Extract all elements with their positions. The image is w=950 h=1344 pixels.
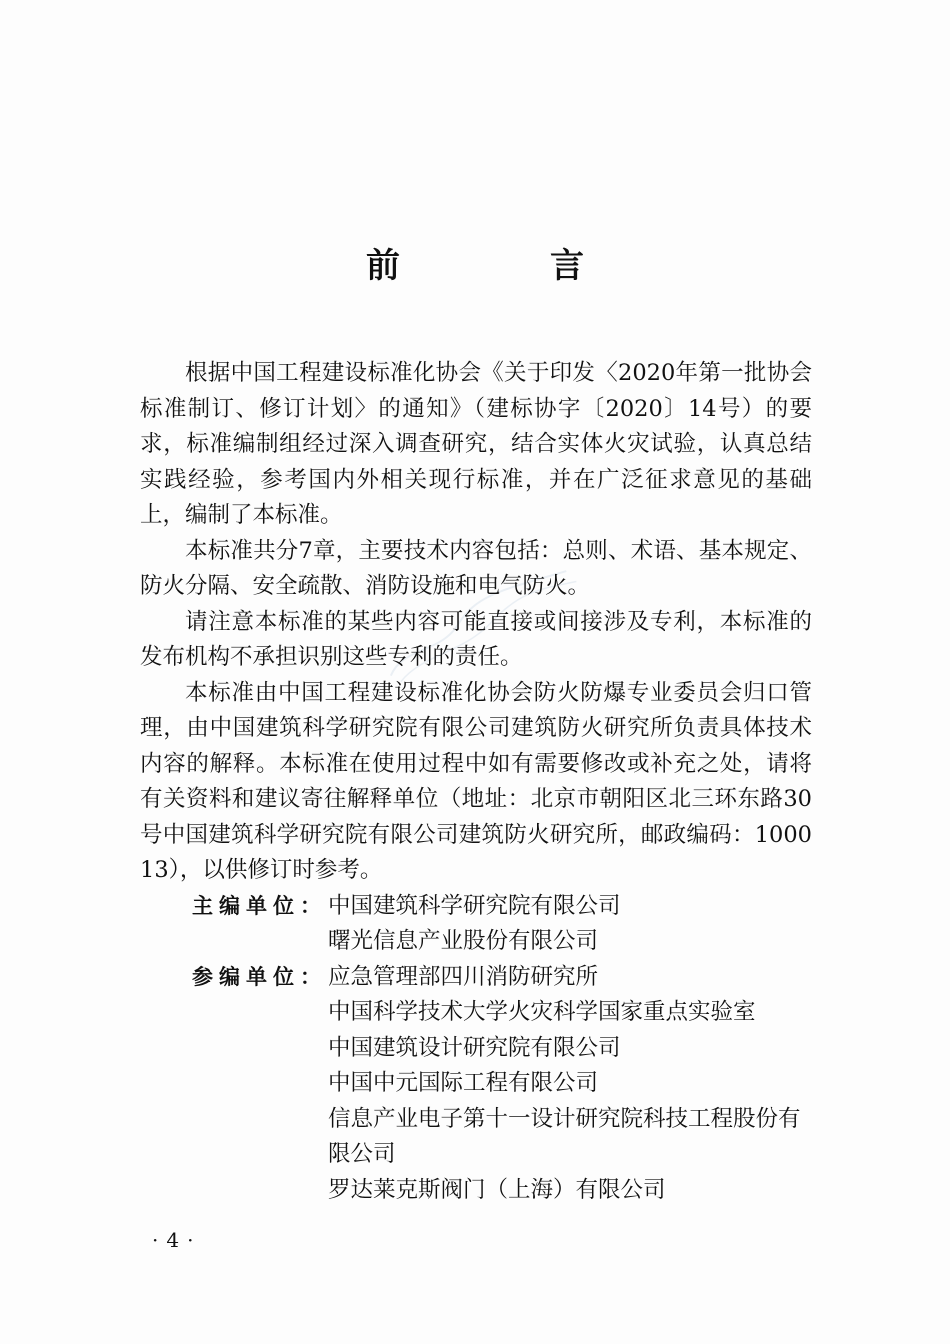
chief-unit-item: 曙光信息产业股份有限公司 xyxy=(328,928,599,954)
chief-unit-item: 中国建筑科学研究院有限公司 xyxy=(328,892,621,919)
units-section xyxy=(140,889,812,1209)
participating-unit-item: 中国建筑设计研究院有限公司 xyxy=(328,1034,621,1061)
preface-body xyxy=(140,356,812,1208)
paragraph-contents: 本标准共分7章，主要技术内容包括：总则、术语、基本规定、防火分隔、安全疏散、消防设施和电气防火。 xyxy=(140,537,812,599)
participating-unit-item: 应急管理部四川消防研究所 xyxy=(328,963,599,990)
page-title: 前 言 xyxy=(366,246,642,286)
participating-unit-item: 中国科学技术大学火灾科学国家重点实验室 xyxy=(328,999,756,1025)
participating-unit-item: 罗达莱克斯阀门（上海）有限公司 xyxy=(328,1176,666,1203)
participating-unit-item: 信息产业电子第十一设计研究院科技工程股份有限公司 xyxy=(328,1105,801,1167)
participating-units-row xyxy=(140,960,812,1209)
paragraph-basis: 根据中国工程建设标准化协会《关于印发〈2020年第一批协会标准制订、修订计划〉的通知》（建标协字〔2020〕14号）的要求，标准编制组经过深入调查研究，结合实体火灾试验，认真总结实践经验，参考国内外相关现行标准，并在广泛征求意见的基础上，编制了本标准。 xyxy=(140,360,812,528)
participating-units-list xyxy=(328,960,812,1209)
chief-units-label: 主编单位： xyxy=(192,893,327,918)
chief-units-list xyxy=(328,889,812,960)
chief-units-row xyxy=(140,889,812,960)
page-number: ·4· xyxy=(152,1228,202,1252)
participating-units-label: 参编单位： xyxy=(192,964,327,989)
participating-unit-item: 中国中元国际工程有限公司 xyxy=(328,1070,599,1096)
paragraph-management: 本标准由中国工程建设标准化协会防火防爆专业委员会归口管理，由中国建筑科学研究院有限公司建筑防火研究所负责具体技术内容的解释。本标准在使用过程中如有需要修改或补充之处，请将有关资料和建议寄往解释单位（地址：北京市朝阳区北三环东路30号中国建筑科学研究院有限公司建筑防火研究所，邮政编码：100013），以供修订时参考。 xyxy=(140,679,812,883)
paragraph-patent-notice: 请注意本标准的某些内容可能直接或间接涉及专利，本标准的发布机构不承担识别这些专利的责任。 xyxy=(140,608,812,670)
